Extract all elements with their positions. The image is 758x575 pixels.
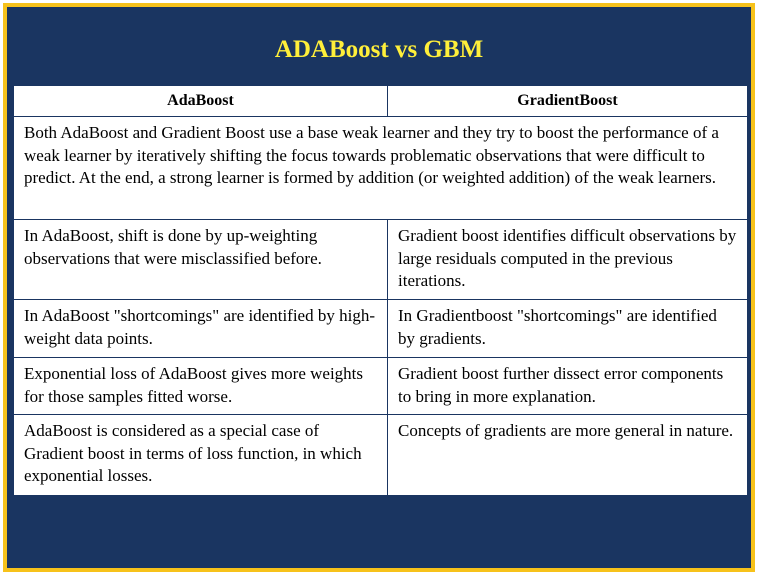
table-row <box>14 300 748 358</box>
table-row <box>14 220 748 300</box>
header-gradientboost: GradientBoost <box>388 86 748 117</box>
adaboost-cell: AdaBoost is considered as a special case of Gradient boost in terms of loss function, in which exponential losses. <box>14 415 388 496</box>
intro-row <box>14 117 748 220</box>
gradientboost-cell: Gradient boost further dissect error components to bring in more explanation. <box>388 358 748 415</box>
table-row <box>14 415 748 496</box>
slide-frame <box>3 3 755 572</box>
adaboost-cell: In AdaBoost, shift is done by up-weighting observations that were misclassified before. <box>14 220 388 300</box>
header-adaboost: AdaBoost <box>14 86 388 117</box>
intro-cell: Both AdaBoost and Gradient Boost use a base weak learner and they try to boost the performance of a weak learner by iteratively shifting the focus towards problematic observations that were difficult to predict. At the end, a strong learner is formed by addition (or weighted addition) of the weak learners. <box>14 117 748 220</box>
header-row <box>14 86 748 117</box>
comparison-table <box>13 85 748 496</box>
gradientboost-cell: Gradient boost identifies difficult observations by large residuals computed in the previous iterations. <box>388 220 748 300</box>
slide-title: ADABoost vs GBM <box>274 36 484 63</box>
gradientboost-cell: In Gradientboost "shortcomings" are identified by gradients. <box>388 300 748 358</box>
gradientboost-cell: Concepts of gradients are more general in nature. <box>388 415 748 496</box>
adaboost-cell: In AdaBoost "shortcomings" are identified by high-weight data points. <box>14 300 388 358</box>
adaboost-cell: Exponential loss of AdaBoost gives more weights for those samples fitted worse. <box>14 358 388 415</box>
table-row <box>14 358 748 415</box>
